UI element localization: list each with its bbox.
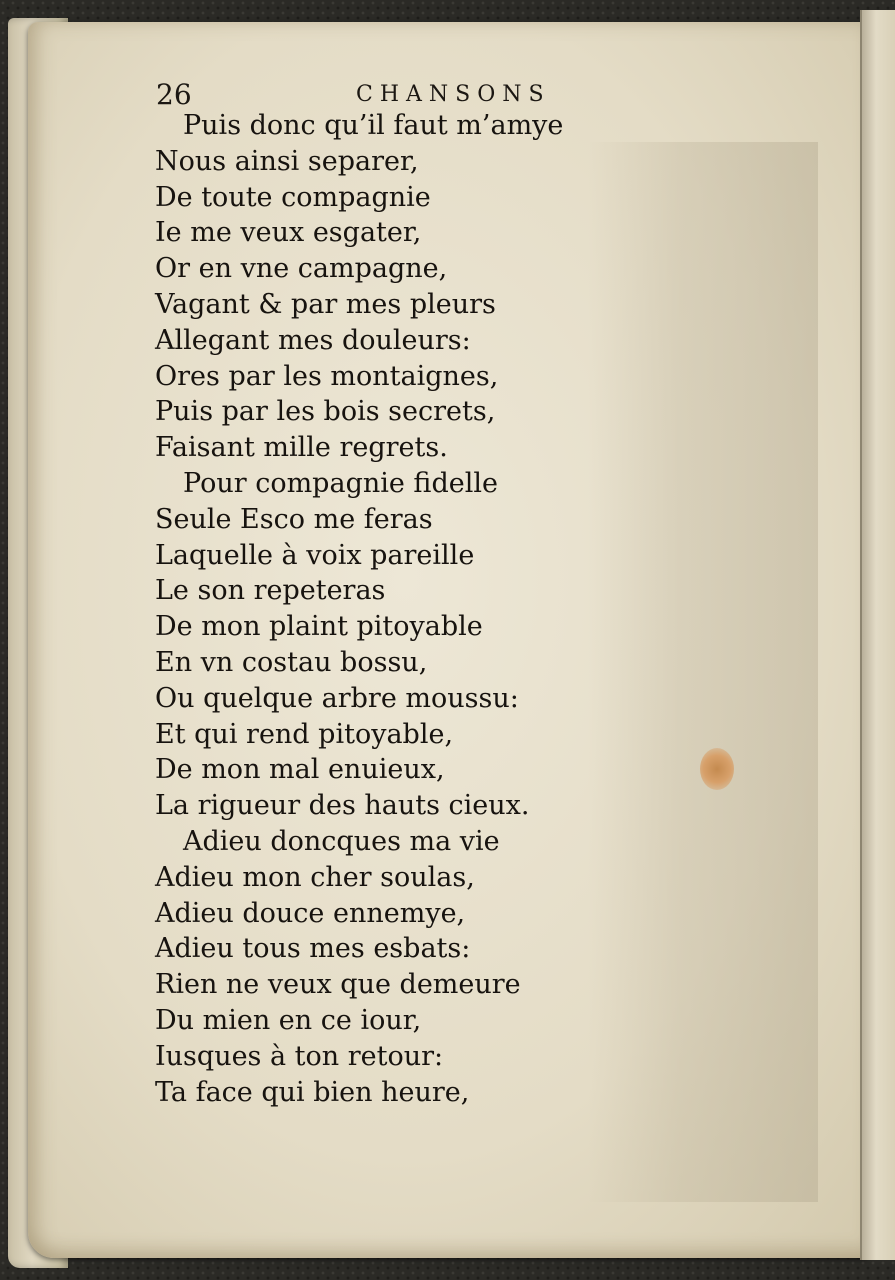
verse-line: Ie me veux esgater, — [155, 217, 422, 249]
verse-line: Vagant & par mes pleurs — [155, 288, 496, 320]
verse-line: Puis donc qu’il faut m’amye — [183, 110, 564, 141]
paper-stain — [700, 748, 734, 790]
facing-page-edge — [860, 10, 895, 1260]
poem-text — [155, 108, 675, 1110]
verse-line: La rigueur des hauts cieux. — [155, 790, 530, 822]
verse-line: Et qui rend pitoyable, — [155, 718, 454, 750]
verse-line: Adieu tous mes esbats: — [155, 933, 471, 965]
verse-line: Adieu douce ennemye, — [155, 897, 466, 929]
verse-line: Or en vne campagne, — [155, 253, 448, 285]
verse-line: Allegant mes douleurs: — [155, 324, 471, 356]
verse-line: De mon plaint pitoyable — [155, 611, 483, 643]
verse-line: Adieu mon cher soulas, — [155, 861, 475, 893]
verse-line: Seule Esco me feras — [155, 503, 433, 535]
verse-line: Iusques à ton retour: — [155, 1040, 444, 1072]
verse-line: Pour compagnie fidelle — [183, 467, 498, 499]
verse-line: Du mien en ce iour, — [155, 1004, 422, 1036]
verse-line: Le son repeteras — [155, 575, 386, 607]
verse-line: De mon mal enuieux, — [155, 754, 445, 786]
verse-line: De toute compagnie — [155, 181, 431, 213]
verse-line: Nous ainsi separer, — [155, 145, 419, 177]
verse-line: Faisant mille regrets. — [155, 432, 448, 464]
verse-line: Laquelle à voix pareille — [155, 539, 475, 571]
verse-line: Ta face qui bien heure, — [155, 1076, 470, 1108]
page-number: 26 — [156, 78, 192, 111]
verse-line: Rien ne veux que demeure — [155, 969, 521, 1001]
verse-line: Adieu doncques ma vie — [183, 825, 500, 857]
verse-line: En vn costau bossu, — [155, 646, 428, 678]
verse-line: Ores par les montaignes, — [155, 360, 499, 392]
verse-line: Ou quelque arbre moussu: — [155, 682, 519, 714]
verse-line: Puis par les bois secrets, — [155, 396, 496, 428]
running-head: CHANSONS — [356, 82, 551, 107]
